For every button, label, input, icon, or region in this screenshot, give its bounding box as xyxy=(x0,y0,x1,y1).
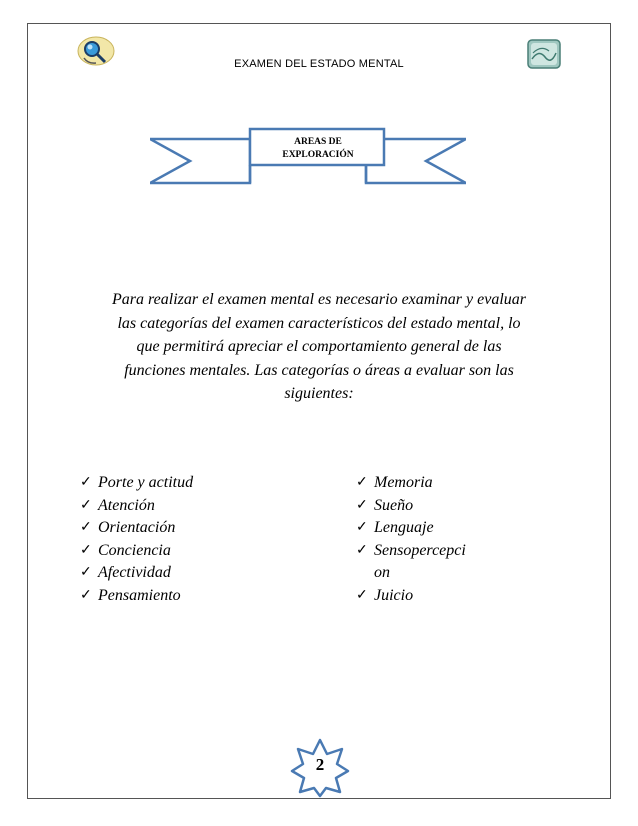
check-icon: ✓ xyxy=(80,520,92,535)
list-item-label: Porte y actitud xyxy=(98,474,194,491)
areas-list-right xyxy=(356,472,496,607)
check-icon: ✓ xyxy=(356,542,368,558)
list-item xyxy=(356,472,496,495)
list-item-label: Atención xyxy=(98,496,155,514)
banner-line-1: AREAS DE xyxy=(294,137,342,147)
check-icon: ✓ xyxy=(80,497,92,513)
check-icon: ✓ xyxy=(356,587,368,603)
list-item-label: Pensamiento xyxy=(98,586,181,604)
check-icon: ✓ xyxy=(356,520,368,535)
list-item xyxy=(80,540,310,563)
list-item xyxy=(80,472,310,495)
list-item-label: Sueño xyxy=(374,496,414,514)
list-item xyxy=(80,517,310,540)
intro-paragraph: Para realizar el examen mental es necesario examinar y evaluar las categorías del examen característicos del estado mental, lo que permitirá apreciar el comportamiento general de las funciones mentales. Las categorías o áreas a evaluar son las siguientes: xyxy=(112,291,526,402)
list-item xyxy=(80,495,310,518)
banner-text xyxy=(253,136,383,162)
header-title: EXAMEN DEL ESTADO MENTAL xyxy=(234,58,404,70)
list-item-label: Sensopercepci on xyxy=(374,541,466,581)
list-item-label: Conciencia xyxy=(98,541,171,559)
areas-list-left xyxy=(80,472,310,607)
list-item-label: Afectividad xyxy=(98,564,171,581)
banner-line-2: EXPLORACIÓN xyxy=(282,150,354,160)
list-item xyxy=(80,585,310,608)
list-item xyxy=(356,585,496,608)
list-item-label: Lenguaje xyxy=(374,519,434,536)
list-item xyxy=(356,517,496,540)
list-item-label: Juicio xyxy=(374,586,414,604)
check-icon: ✓ xyxy=(80,587,92,603)
check-icon: ✓ xyxy=(80,542,92,558)
list-item xyxy=(80,562,310,585)
check-icon: ✓ xyxy=(80,565,92,580)
list-item-label: Memoria xyxy=(374,474,433,491)
check-icon: ✓ xyxy=(80,475,92,490)
check-icon: ✓ xyxy=(356,497,368,513)
page-number: 2 xyxy=(315,755,325,774)
list-item xyxy=(356,495,496,518)
check-icon: ✓ xyxy=(356,475,368,490)
list-item xyxy=(356,540,496,585)
list-item-label: Orientación xyxy=(98,519,176,536)
